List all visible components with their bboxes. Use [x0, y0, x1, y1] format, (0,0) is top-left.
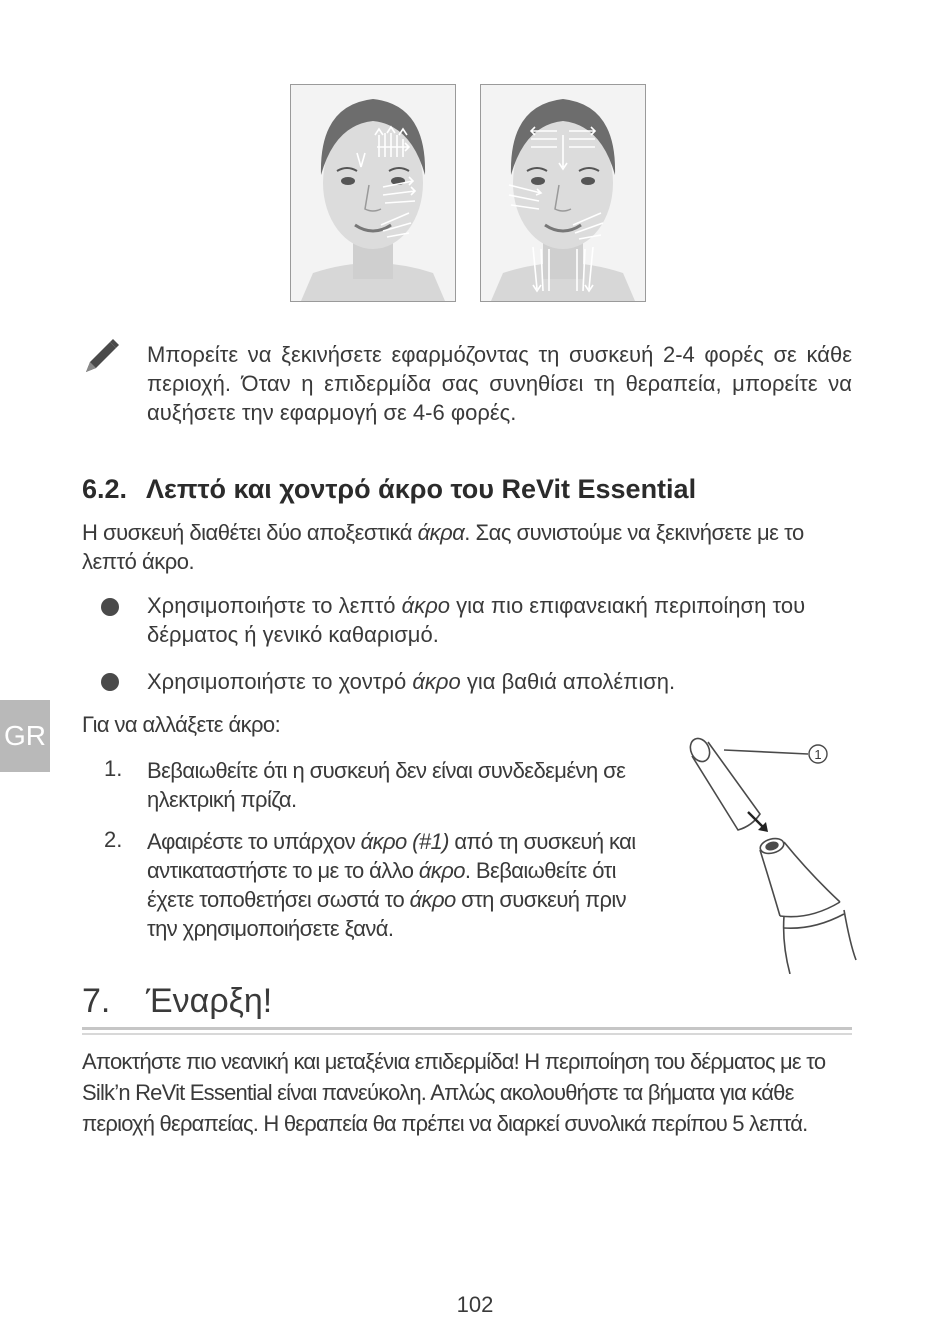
- language-tab: GR: [0, 700, 50, 772]
- bullet-dot: [101, 673, 119, 691]
- bullet-dot: [101, 598, 119, 616]
- divider: [82, 1027, 852, 1030]
- divider: [82, 1033, 852, 1035]
- chapter-text: Αποκτήστε πιο νεανική και μεταξένια επιδερμίδα! Η περιποίηση του δέρματος με το Silk’n ReVit Essential είναι πανεύκολη. Απλώς ακολουθήστε τα βήματα για κάθε περιοχή θεραπείας. Η θεραπεία θα πρέπει να διαρκεί συνολικά περίπου 5 λεπτά.: [82, 1049, 826, 1136]
- section-heading: [82, 474, 696, 505]
- change-tip-label: Για να αλλάξετε άκρο:: [82, 712, 281, 737]
- face-illustration-upper-areas: [290, 84, 456, 302]
- step-text: Αφαιρέστε το υπάρχον άκρο (#1) από τη συσκευή και αντικαταστήστε το με το άλλο άκρο. Βεβαιωθείτε ότι έχετε τοποθετήσει σωστά το άκρο στη συσκευή πριν την χρησιμοποιήσετε ξανά.: [147, 829, 636, 941]
- pencil-icon: [82, 336, 122, 376]
- callout-label: 1: [814, 747, 822, 762]
- section-intro: Η συσκευή διαθέτει δύο αποξεστικά άκρα. Σας συνιστούμε να ξεκινήσετε με το λεπτό άκρο.: [82, 520, 804, 574]
- step-number: 2.: [104, 827, 123, 852]
- face-illustration-lower-areas: [480, 84, 646, 302]
- device-tip-illustration: [680, 734, 860, 974]
- section-number: 6.2.: [82, 474, 128, 504]
- step-text: Βεβαιωθείτε ότι η συσκευή δεν είναι συνδεδεμένη σε ηλεκτρική πρίζα.: [147, 758, 626, 812]
- bullet-item-fine-tip: Χρησιμοποιήστε το λεπτό άκρο για πιο επιφανειακή περιποίηση του δέρματος ή γενικό καθαρισμό.: [147, 593, 806, 647]
- chapter-title: Έναρξη!: [146, 982, 273, 1020]
- chapter-number: 7.: [82, 982, 111, 1020]
- step-number: 1.: [104, 756, 123, 781]
- chapter-heading: [82, 982, 272, 1021]
- note-text: Μπορείτε να ξεκινήσετε εφαρμόζοντας τη συσκευή 2-4 φορές σε κάθε περιοχή. Όταν η επιδερμίδα σας συνηθίσει τη θεραπεία, μπορείτε να αυξήσετε την εφαρμογή σε 4-6 φορές.: [147, 342, 852, 425]
- page-number: 102: [456, 1292, 494, 1317]
- bullet-item-coarse-tip: Χρησιμοποιήστε το χοντρό άκρο για βαθιά απολέπιση.: [147, 669, 676, 694]
- section-title: Λεπτό και χοντρό άκρο του ReVit Essential: [146, 474, 697, 504]
